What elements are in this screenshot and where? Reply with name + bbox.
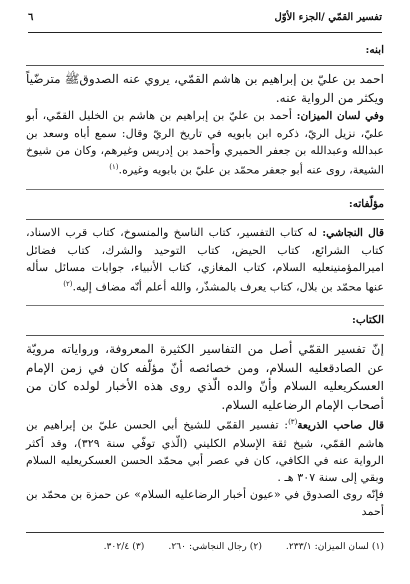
najashi-label: قال النجاشي: (322, 226, 384, 239)
dharia-label: قال صاحب الذريعة (297, 420, 384, 433)
footnote-3: (٣) ٣٠٢/٤. (103, 541, 145, 552)
running-title: تفسير القمّي /الجزء الأوّل (274, 12, 382, 23)
footnote-rule (26, 532, 384, 533)
section-separator (26, 305, 384, 306)
section-rule (26, 219, 384, 220)
footnote-2: (٢) رجال النجاشي: ٢٦٠. (168, 541, 262, 552)
section-rule (26, 335, 384, 336)
najashi-text: له كتاب التفسير، كتاب الناسخ والمنسوخ، كتاب قرب الاسناد، كتاب الشرائع، كتاب الحيض، كتاب التوحيد والشرك، كتاب فضائل اميرالمؤمنينعليه السلام، كتاب المغازي، كتاب الأنبياء، جوابات مسائل سأله عنها محمّد بن بلال، كتاب يعرف بالمشذّر، والله أعلم أنّه مضاف إليه. (26, 225, 384, 294)
footnote-ref-1: (١) (109, 163, 119, 171)
dharia-text: : تفسير القمّي للشيخ أبي الحسن عليّ بن إبراهيم بن هاشم القمّي، شيخ ثقة الإسلام الكليني (الّذي توفّي سنة ٣٢٩)، وقد أكثر الرواية عنه في الكافي، كان في عصر أبي محمّد الحسن العسكريعليه السلام وبقي إلى سنة ٣٠٧ هـ . (26, 419, 384, 485)
footnotes (26, 540, 384, 554)
paragraph-dharia (26, 414, 384, 486)
section-heading-book: الكتاب: (351, 314, 384, 327)
footnote-ref-3: (٣) (288, 418, 298, 427)
header-rule (28, 32, 382, 33)
section-rule (26, 65, 384, 66)
section-separator (26, 189, 384, 190)
paragraph-son: احمد بن عليّ بن إبراهيم بن هاشم القمّي، يروي عنه الصدوقﷺ مترضّياً ويكثر من الرواية عنه. (26, 72, 384, 105)
footnote-1: (١) لسان الميزان: ٢٣٣/١. (285, 541, 384, 552)
lisan-text: أحمد بن عليّ بن إبراهيم بن هاشم بن الخليل القمّي، أبو عليّ، نزيل الريّ، ذكره ابن بابويه في تاريخ الريّ وقال: سمع أباه وسعد بن عبدالله وعبدالله بن جعفر الحميري وأحمد بن إدريس وغيرهم، وكان من شيوخ الشيعة، روى عنه أبو جعفر محمّد بن عليّ بن بابويه وغيره. (26, 109, 384, 177)
footnote-ref-2: (٢) (63, 279, 73, 288)
paragraph-lisan (26, 107, 384, 179)
page-header (28, 12, 382, 28)
lisan-label: وفي لسان الميزان: (296, 110, 384, 122)
page-number: ٦ (28, 12, 34, 23)
paragraph-book: إنّ تفسير القمّي أصل من التفاسير الكثيرة المعروفة، ورواياته مرويّة عن الصادقعليه السلام، ومن خصائصه أنّ مؤلّفه كان في زمن الإمام العسكريعليه السلام وأنّ والده الّذي روى هذه الأخبار لولده كان من أصحاب الإمام الرضاعليه السلام. (26, 342, 384, 412)
section-heading-son: ابنه: (365, 44, 384, 56)
paragraph-najashi (26, 224, 384, 296)
section-heading-works: مؤلّفاته: (348, 197, 384, 210)
page-body (26, 42, 384, 520)
paragraph-last: فإنّه روى الصدوق في «عيون أخبار الرضاعليه السلام» عن حمزة بن محمّد بن أحمد (26, 488, 384, 519)
